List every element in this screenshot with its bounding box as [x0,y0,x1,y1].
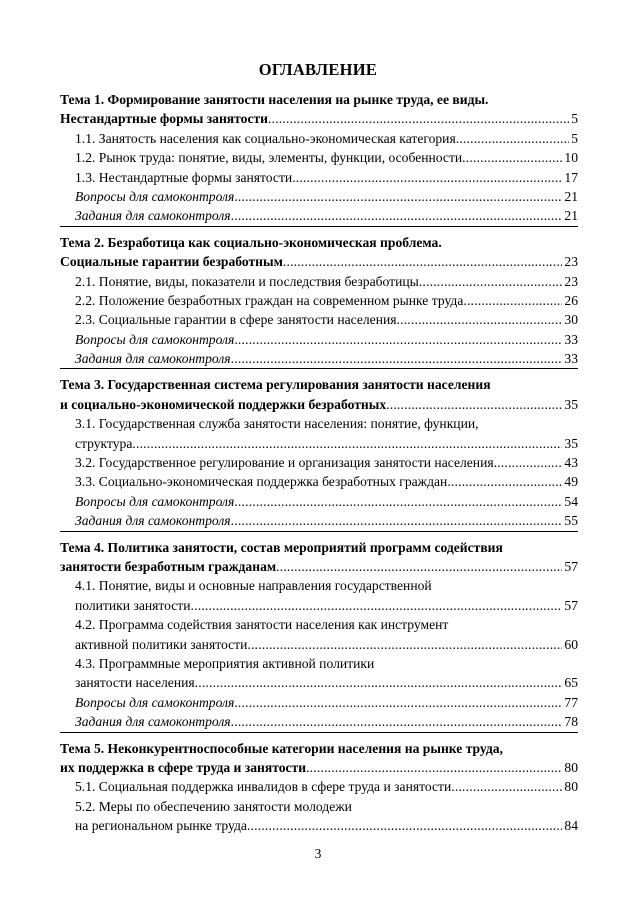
entry-page-number: 77 [564,694,578,710]
dot-leader [195,673,563,692]
subsection-entry[interactable] [60,576,578,595]
dot-leader [419,272,563,291]
topic-title: занятости безработным гражданам [60,558,277,574]
dot-leader [234,492,562,511]
entry-page-number: 21 [564,208,578,224]
subsection-entry[interactable] [60,272,578,291]
subsection-title: 4.1. Понятие, виды и основные направления государственной [75,578,432,594]
self-check-entry[interactable] [60,712,578,731]
subsection-entry[interactable] [60,816,578,835]
dot-leader [234,693,562,712]
topic-heading-line[interactable] [60,758,578,777]
subsection-entry[interactable] [60,453,578,472]
entry-page-number: 30 [564,312,578,328]
entry-page-number: 33 [564,351,578,367]
topic-title: Тема 5. Неконкурентноспособные категории населения на рынке труда, [60,740,503,756]
self-check-entry[interactable] [60,187,578,206]
entry-page-number: 35 [564,435,578,451]
dot-leader [234,187,562,206]
topic-title: их поддержка в сфере труда и занятости [60,759,307,775]
subsection-title: структура [75,435,133,451]
page-number: 3 [314,846,322,861]
subsection-entry[interactable] [60,777,578,796]
topic-heading-line[interactable] [60,557,578,576]
self-check-title: Задания для самоконтроля [75,351,231,367]
self-check-entry[interactable] [60,349,578,368]
entry-page-number: 78 [564,714,578,730]
dot-leader [191,596,563,615]
subsection-title: 3.3. Социально-экономическая поддержка безработных граждан [75,474,448,490]
topic-heading-line[interactable] [60,538,578,557]
dot-leader [231,712,563,731]
self-check-title: Задания для самоконтроля [75,714,231,730]
dot-leader [292,168,562,187]
entry-page-number: 84 [564,818,578,834]
subsection-title: занятости населения [75,675,195,691]
dot-leader [231,206,563,225]
dot-leader [397,310,563,329]
topic-page-number: 23 [564,254,578,270]
dot-leader [386,395,562,414]
toc-section [60,90,578,226]
self-check-title: Вопросы для самоконтроля [75,694,235,710]
dot-leader [451,777,562,796]
subsection-entry[interactable] [60,291,578,310]
dot-leader [283,252,563,271]
topic-title: Тема 1. Формирование занятости населения на рынке труда, ее виды. [60,92,489,107]
self-check-entry[interactable] [60,206,578,225]
entry-page-number: 21 [564,188,578,204]
entry-page-number: 60 [564,636,578,652]
topic-page-number: 5 [571,111,578,127]
subsection-title: 5.1. Социальная поддержка инвалидов в сфере труда и занятости [75,779,452,795]
topic-title: Тема 2. Безработица как социально-экономическая проблема. [60,234,442,250]
subsection-entry[interactable] [60,148,578,167]
subsection-title: 3.1. Государственная служба занятости населения: понятие, функции, [75,416,479,432]
dot-leader [268,109,569,128]
subsection-entry[interactable] [60,472,578,491]
subsection-entry[interactable] [60,310,578,329]
self-check-title: Задания для самоконтроля [75,208,231,224]
subsection-entry[interactable] [60,129,578,148]
page-title: ОГЛАВЛЕНИЕ [258,60,378,79]
dot-leader [132,434,562,453]
subsection-title: 4.2. Программа содействия занятости населения как инструмент [75,617,449,633]
entry-page-number: 17 [564,169,578,185]
self-check-entry[interactable] [60,492,578,511]
subsection-entry[interactable] [60,615,578,634]
entry-page-number: 65 [564,675,578,691]
topic-heading-line[interactable] [60,375,578,394]
topic-heading-line[interactable] [60,739,578,758]
entry-page-number: 23 [564,273,578,289]
topic-heading-line[interactable] [60,109,578,128]
self-check-title: Вопросы для самоконтроля [75,188,235,204]
self-check-entry[interactable] [60,330,578,349]
subsection-title: 1.1. Занятость населения как социально-экономическая категория [75,130,456,146]
entry-page-number: 5 [571,130,578,146]
subsection-title: 3.2. Государственное регулирование и организация занятости населения [75,455,494,471]
entry-page-number: 10 [564,150,578,166]
subsection-entry[interactable] [60,414,578,433]
toc-section [60,732,578,836]
dot-leader [247,816,562,835]
entry-page-number: 43 [564,455,578,471]
topic-page-number: 57 [564,558,578,574]
subsection-title: политики занятости [75,597,191,613]
dot-leader [463,291,562,310]
subsection-title: 2.1. Понятие, виды, показатели и последствия безработицы [75,273,419,289]
dot-leader [231,349,563,368]
subsection-entry[interactable] [60,596,578,615]
topic-heading-line[interactable] [60,395,578,414]
self-check-entry[interactable] [60,693,578,712]
table-of-contents [60,90,578,835]
subsection-entry[interactable] [60,673,578,692]
dot-leader [247,635,562,654]
entry-page-number: 33 [564,331,578,347]
dot-leader [234,330,562,349]
entry-page-number: 55 [564,513,578,529]
topic-title: Тема 4. Политика занятости, состав мероприятий программ содействия [60,539,503,555]
entry-page-number: 57 [564,597,578,613]
entry-page-number: 80 [564,779,578,795]
subsection-title: 4.3. Программные мероприятия активной политики [75,655,375,671]
subsection-title: на региональном рынке труда [75,818,247,834]
topic-heading-line[interactable] [60,233,578,252]
toc-section [60,531,578,732]
subsection-title: 1.3. Нестандартные формы занятости [75,169,293,185]
topic-page-number: 80 [564,759,578,775]
subsection-title: 2.3. Социальные гарантии в сфере занятости населения [75,312,397,328]
entry-page-number: 49 [564,474,578,490]
topic-title: Тема 3. Государственная система регулирования занятости населения [60,377,491,393]
self-check-title: Вопросы для самоконтроля [75,493,235,509]
subsection-entry[interactable] [60,168,578,187]
entry-page-number: 26 [564,292,578,308]
subsection-title: 2.2. Положение безработных граждан на современном рынке труда [75,292,464,308]
topic-page-number: 35 [564,396,578,412]
subsection-entry[interactable] [60,434,578,453]
self-check-title: Вопросы для самоконтроля [75,331,235,347]
dot-leader [494,453,563,472]
subsection-entry[interactable] [60,635,578,654]
topic-heading-line[interactable] [60,90,578,109]
dot-leader [462,148,562,167]
subsection-title: активной политики занятости [75,636,248,652]
dot-leader [456,129,569,148]
dot-leader [306,758,562,777]
subsection-entry[interactable] [60,797,578,816]
subsection-title: 5.2. Меры по обеспечению занятости молодежи [75,798,352,814]
topic-title: Социальные гарантии безработным [60,254,283,270]
toc-section [60,226,578,369]
topic-heading-line[interactable] [60,252,578,271]
toc-section [60,368,578,530]
self-check-title: Задания для самоконтроля [75,513,231,529]
dot-leader [447,472,562,491]
subsection-entry[interactable] [60,654,578,673]
dot-leader [276,557,562,576]
topic-title: Нестандартные формы занятости [60,111,269,127]
self-check-entry[interactable] [60,511,578,530]
subsection-title: 1.2. Рынок труда: понятие, виды, элементы, функции, особенности [75,150,463,166]
topic-title: и социально-экономической поддержки безработных [60,396,387,412]
dot-leader [231,511,563,530]
entry-page-number: 54 [564,493,578,509]
